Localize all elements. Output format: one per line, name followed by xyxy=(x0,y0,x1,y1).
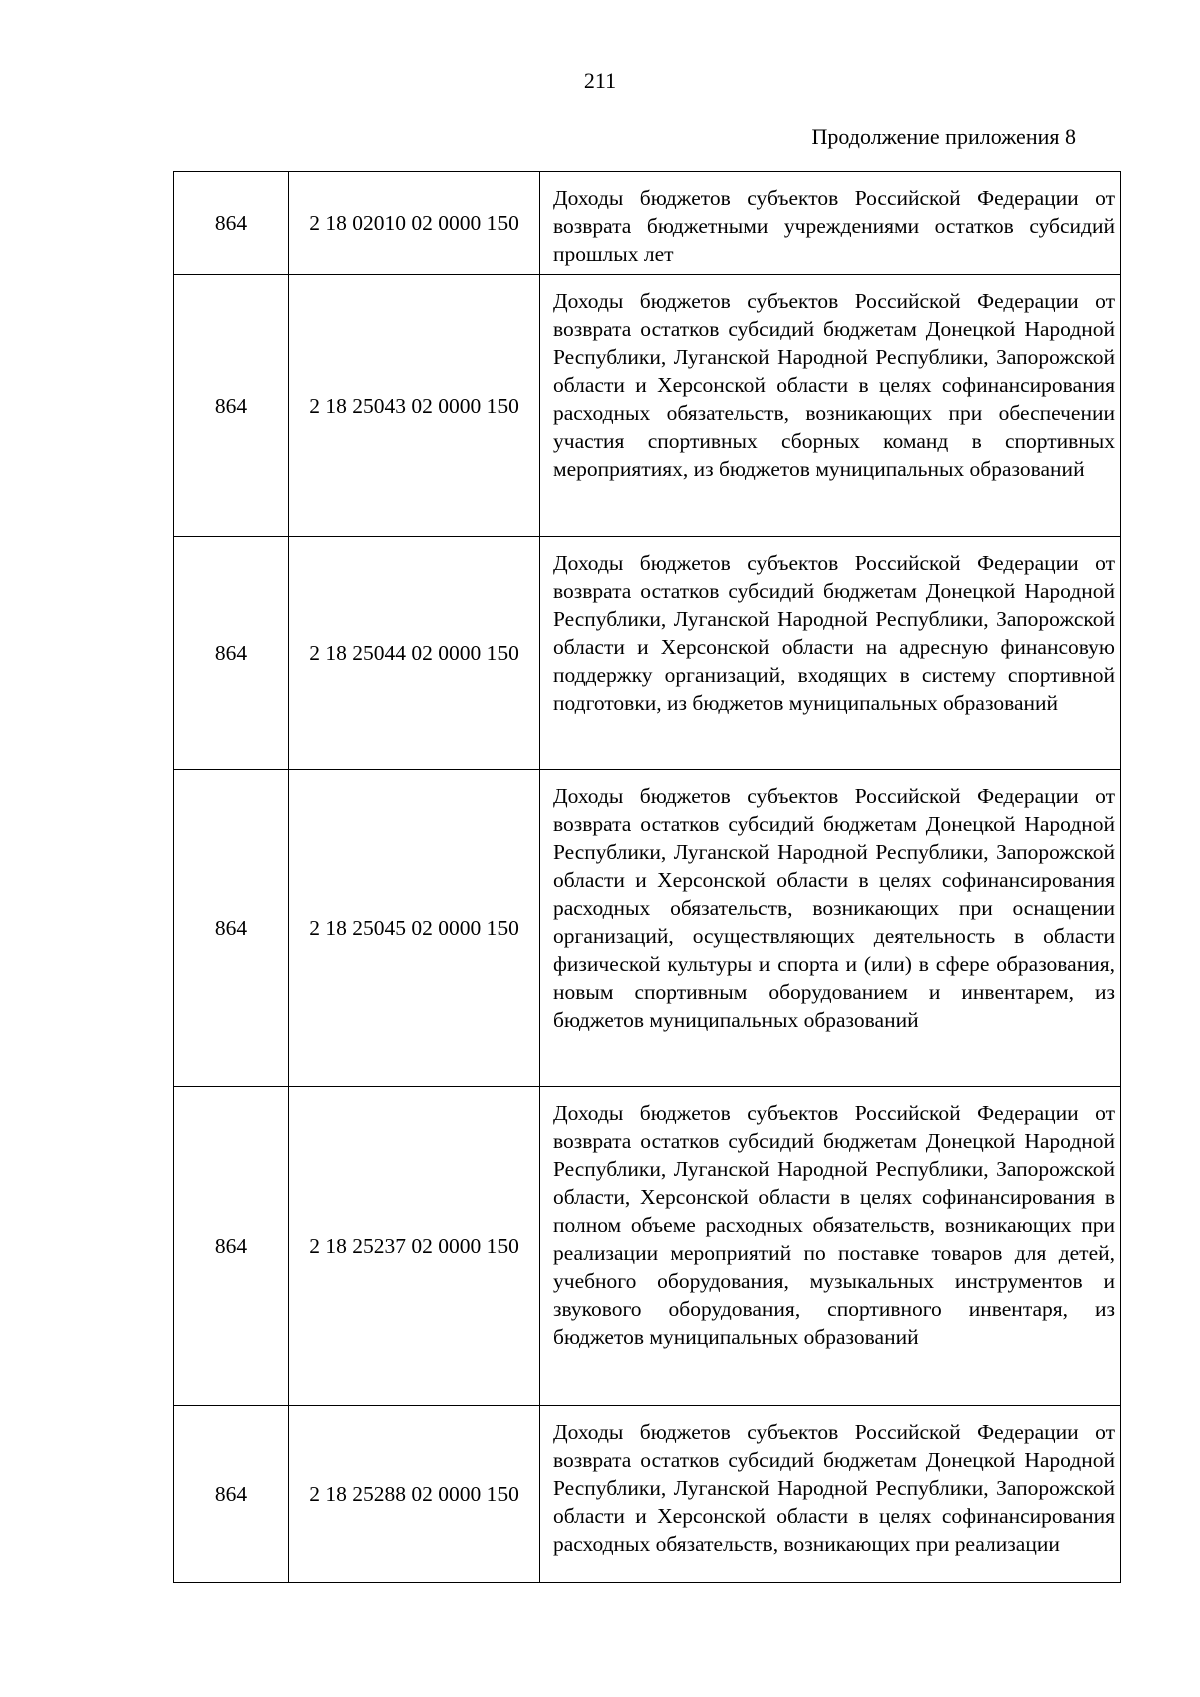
admin-code-cell: 864 xyxy=(174,172,289,275)
income-codes-table xyxy=(173,171,1121,1583)
budget-code-cell: 2 18 25288 02 0000 150 xyxy=(289,1406,540,1583)
admin-code-cell: 864 xyxy=(174,537,289,770)
admin-code-cell: 864 xyxy=(174,275,289,537)
budget-code-cell: 2 18 02010 02 0000 150 xyxy=(289,172,540,275)
income-description-cell: Доходы бюджетов субъектов Российской Федерации от возврата остатков субсидий бюджетам Донецкой Народной Республики, Луганской Народной Республики, Запорожской области, Херсонской области в целях софинансирования в полном объеме расходных обязательств, возникающих при реализации мероприятий по поставке товаров для детей, учебного оборудования, музыкальных инструментов и звукового оборудования, спортивного инвентаря, из бюджетов муниципальных образований xyxy=(540,1087,1121,1406)
income-description-cell: Доходы бюджетов субъектов Российской Федерации от возврата остатков субсидий бюджетам Донецкой Народной Республики, Луганской Народной Республики, Запорожской области и Херсонской области на адресную финансовую поддержку организаций, входящих в систему спортивной подготовки, из бюджетов муниципальных образований xyxy=(540,537,1121,770)
table-row xyxy=(174,537,1121,770)
income-description-cell: Доходы бюджетов субъектов Российской Федерации от возврата остатков субсидий бюджетам Донецкой Народной Республики, Луганской Народной Республики, Запорожской области и Херсонской области в целях софинансирования расходных обязательств, возникающих при оснащении организаций, осуществляющих деятельность в области физической культуры и спорта и (или) в сфере образования, новым спортивным оборудованием и инвентарем, из бюджетов муниципальных образований xyxy=(540,770,1121,1087)
table-row xyxy=(174,275,1121,537)
budget-code-cell: 2 18 25043 02 0000 150 xyxy=(289,275,540,537)
appendix-continuation-label: Продолжение приложения 8 xyxy=(811,124,1076,149)
table-row xyxy=(174,770,1121,1087)
income-description-cell: Доходы бюджетов субъектов Российской Федерации от возврата остатков субсидий бюджетам Донецкой Народной Республики, Луганской Народной Республики, Запорожской области и Херсонской области в целях софинансирования расходных обязательств, возникающих при обеспечении участия спортивных сборных команд в спортивных мероприятиях, из бюджетов муниципальных образований xyxy=(540,275,1121,537)
income-description-text: Доходы бюджетов субъектов Российской Федерации от возврата остатков субсидий бюджетам Донецкой Народной Республики, Луганской Народной Республики, Запорожской области и Херсонской области в целях софинансирования расходных обязательств, возникающих при реализации xyxy=(553,1420,1115,1556)
page-number: 211 xyxy=(583,68,617,93)
budget-code-cell: 2 18 25045 02 0000 150 xyxy=(289,770,540,1087)
admin-code-cell: 864 xyxy=(174,1087,289,1406)
budget-code-cell: 2 18 25237 02 0000 150 xyxy=(289,1087,540,1406)
income-description-cell xyxy=(540,1406,1121,1583)
admin-code-cell: 864 xyxy=(174,770,289,1087)
table-row xyxy=(174,172,1121,275)
table-row xyxy=(174,1087,1121,1406)
table-row xyxy=(174,1406,1121,1583)
admin-code-cell: 864 xyxy=(174,1406,289,1583)
income-description-cell: Доходы бюджетов субъектов Российской Федерации от возврата бюджетными учреждениями остатков субсидий прошлых лет xyxy=(540,172,1121,275)
budget-code-cell: 2 18 25044 02 0000 150 xyxy=(289,537,540,770)
